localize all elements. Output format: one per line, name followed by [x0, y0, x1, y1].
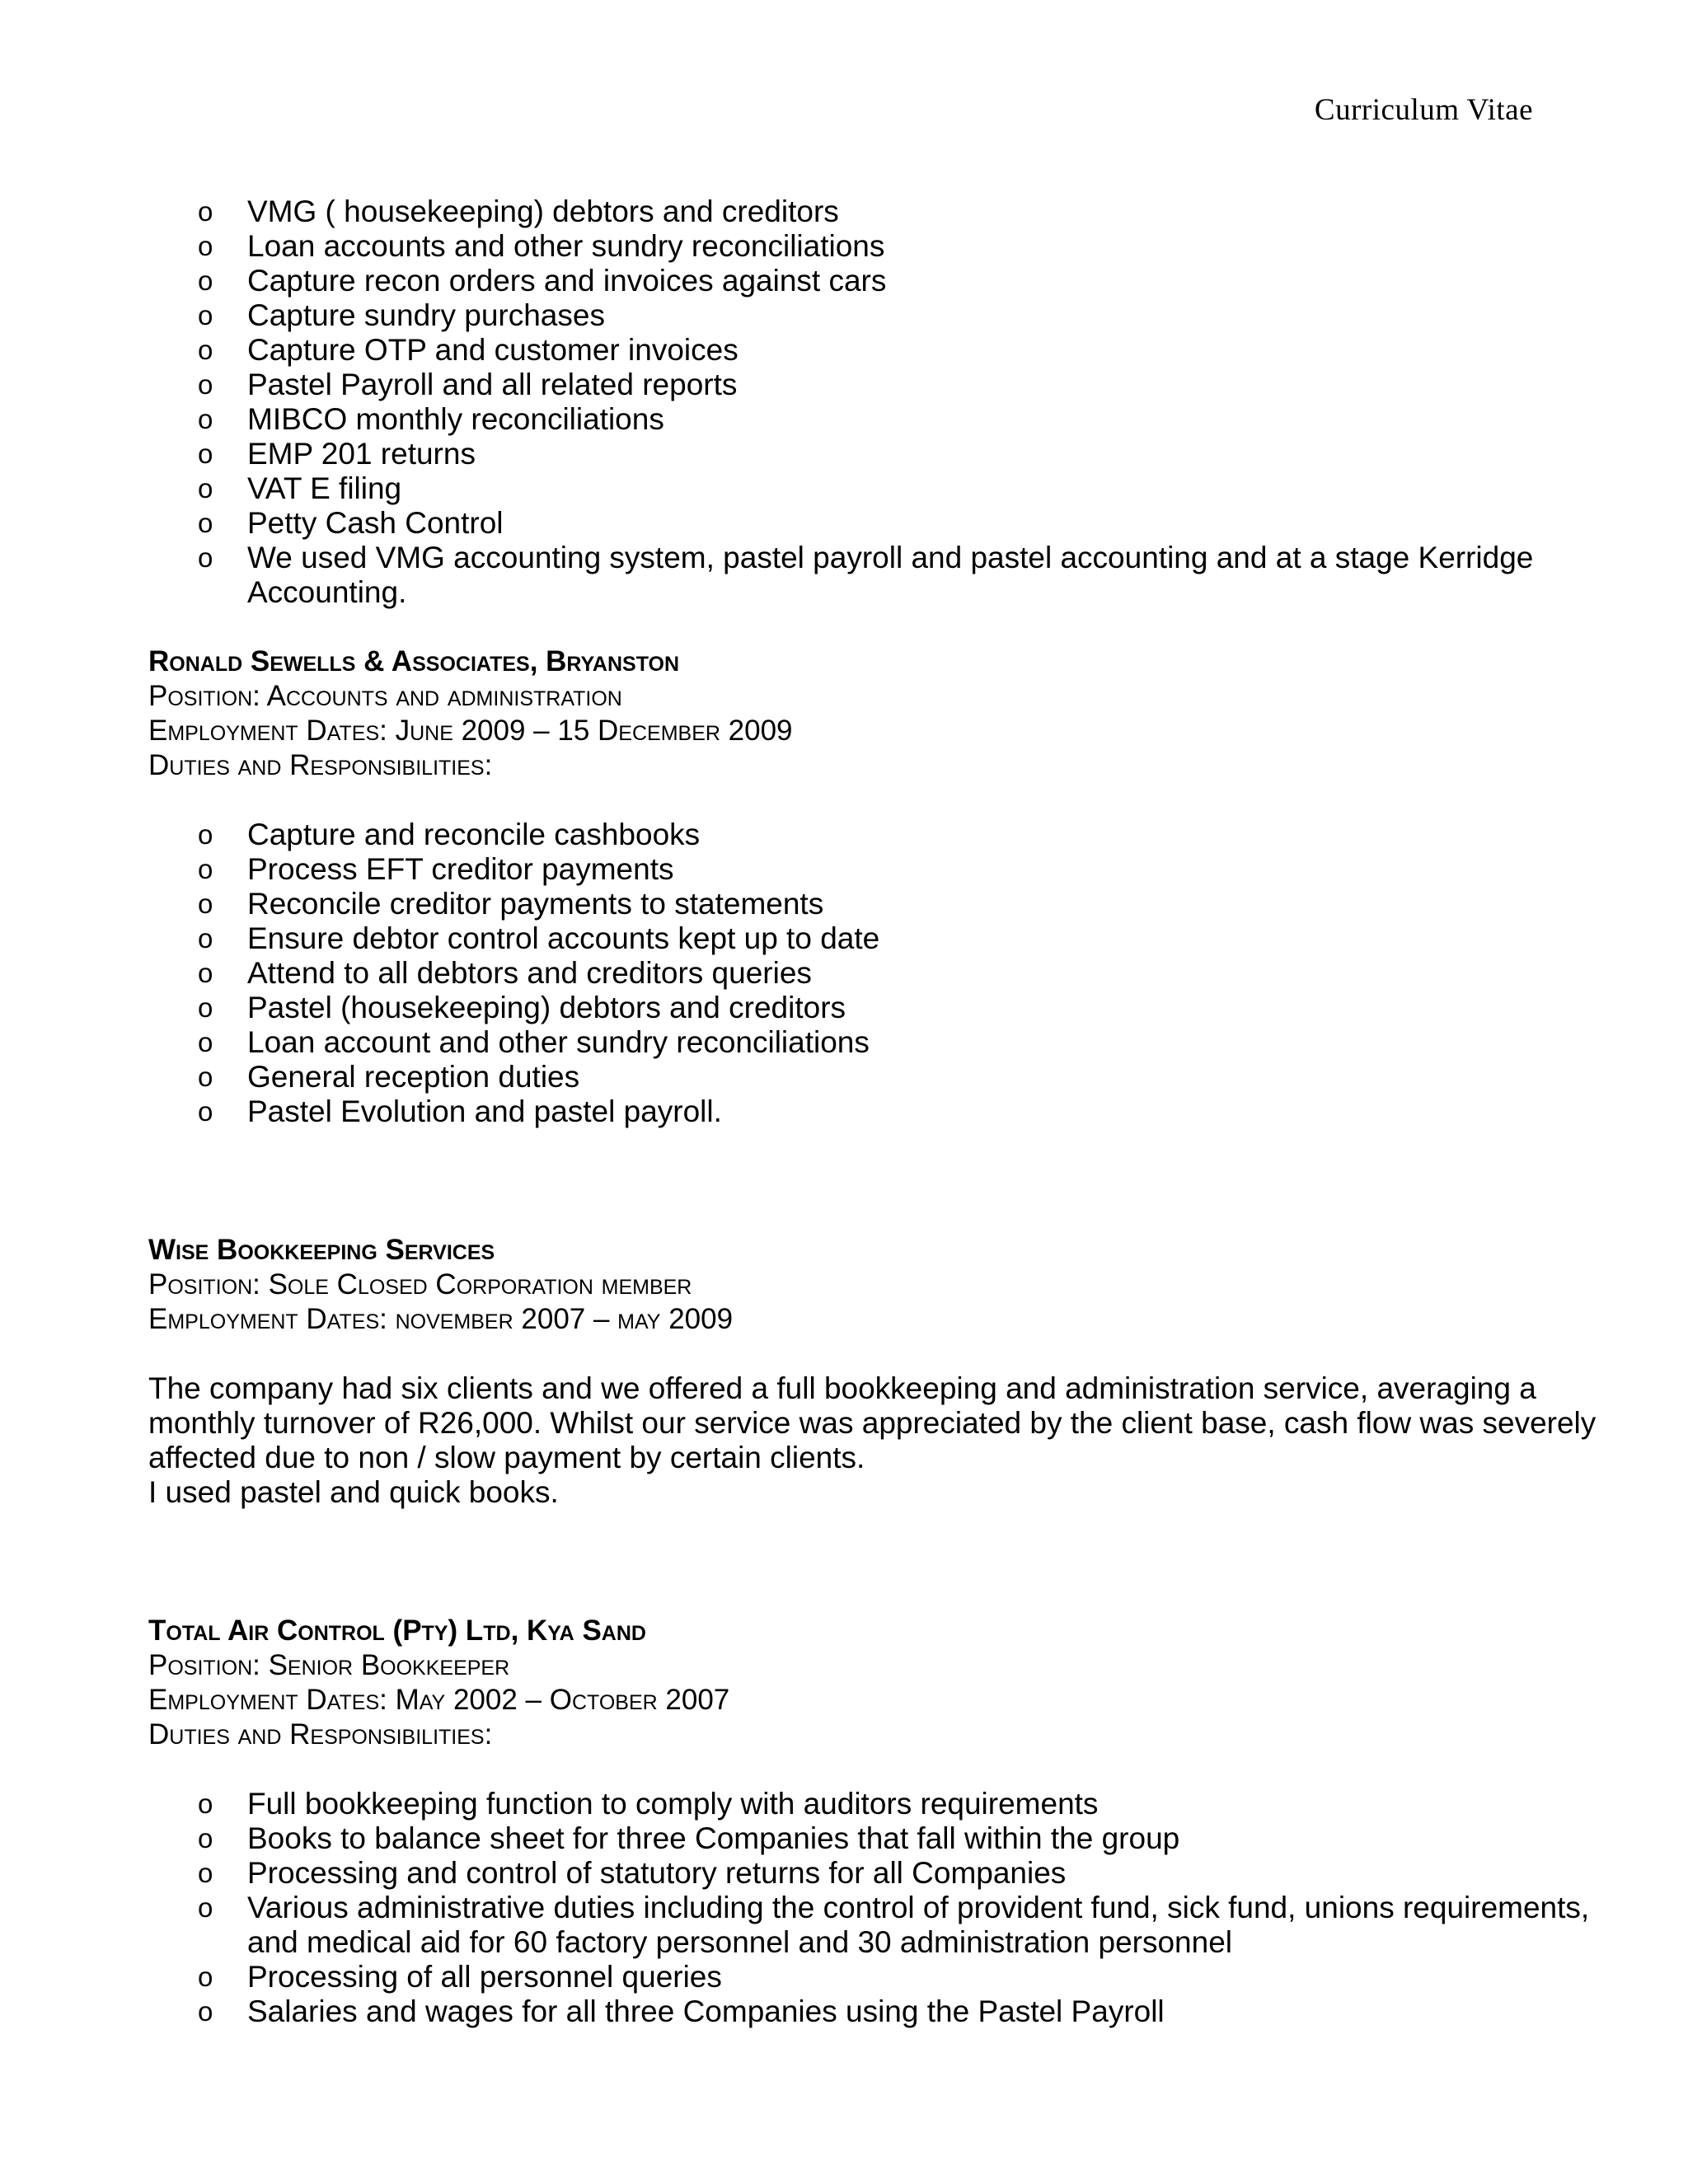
list-item — [148, 541, 1599, 610]
cv-content — [148, 194, 1599, 2029]
bullet-icon: o — [198, 369, 213, 400]
page-header-title: Curriculum Vitae — [1314, 93, 1533, 127]
list-item — [148, 818, 1599, 852]
spacer — [148, 1129, 1599, 1198]
duties-heading: Duties and Responsibilities: — [148, 1718, 493, 1750]
description-paragraph-2: I used pastel and quick books. — [148, 1475, 559, 1509]
list-item — [148, 264, 1599, 298]
bullet-icon: o — [198, 819, 213, 850]
bullet-icon: o — [198, 1996, 213, 2027]
bullet-icon: o — [198, 1961, 213, 1992]
list-item-text: Petty Cash Control — [247, 506, 504, 540]
list-item — [148, 1060, 1599, 1094]
bullet-icon: o — [198, 473, 213, 504]
list-item-text: Pastel Payroll and all related reports — [247, 368, 738, 401]
list-item — [148, 852, 1599, 887]
bullet-icon: o — [198, 992, 213, 1023]
list-item-text: Capture OTP and customer invoices — [247, 333, 738, 367]
list-item — [148, 1025, 1599, 1060]
list-item — [148, 229, 1599, 264]
spacer — [148, 1510, 1599, 1579]
list-item — [148, 402, 1599, 437]
list-item — [148, 921, 1599, 956]
bullet-icon: o — [198, 958, 213, 988]
bullet-icon: o — [198, 231, 213, 261]
ronald-duties-list — [148, 818, 1599, 1129]
company-name: Total Air Control (Pty) Ltd, Kya Sand — [148, 1615, 646, 1647]
description-paragraph: The company had six clients and we offered a full bookkeeping and administration service, averaging a monthly turnover of R26,000. Whilst our service was appreciated by the client base, cash flow was severely affected due to non / slow payment by certain clients. — [148, 1371, 1597, 1474]
bullet-icon: o — [198, 1027, 213, 1057]
bullet-icon: o — [198, 335, 213, 365]
list-item-text: MIBCO monthly reconciliations — [247, 402, 664, 436]
list-item — [148, 887, 1599, 921]
total-air-duties-list — [148, 1787, 1599, 2029]
list-item-text: General reception duties — [247, 1060, 580, 1094]
bullet-icon: o — [198, 854, 213, 884]
employment-dates: Employment Dates: november 2007 – may 2009 — [148, 1303, 734, 1335]
list-item — [148, 956, 1599, 991]
list-item — [148, 1094, 1599, 1129]
duties-heading: Duties and Responsibilities: — [148, 749, 493, 781]
list-item — [148, 471, 1599, 506]
list-item-text: Capture and reconcile cashbooks — [247, 818, 701, 851]
list-item-text: We used VMG accounting system, pastel payroll and pastel accounting and at a stage Kerridge Accounting. — [247, 541, 1534, 609]
company-name: Wise Bookkeeping Services — [148, 1234, 495, 1266]
list-item — [148, 1856, 1599, 1891]
position-line: Position: Accounts and administration — [148, 680, 622, 712]
bullet-icon: o — [198, 1823, 213, 1854]
spacer — [148, 1752, 1599, 1787]
list-item — [148, 194, 1599, 229]
bullet-icon: o — [198, 508, 213, 538]
list-item-text: Capture recon orders and invoices against cars — [247, 264, 887, 298]
list-item-text: Salaries and wages for all three Companies using the Pastel Payroll — [247, 1994, 1165, 2028]
spacer — [148, 783, 1599, 818]
list-item — [148, 368, 1599, 402]
spacer — [148, 1337, 1599, 1371]
list-item-text: Pastel Evolution and pastel payroll. — [247, 1094, 722, 1128]
list-item — [148, 506, 1599, 541]
bullet-icon: o — [198, 1096, 213, 1127]
list-item-text: EMP 201 returns — [247, 437, 476, 471]
bullet-icon: o — [198, 265, 213, 296]
employment-dates: Employment Dates: June 2009 – 15 December 2009 — [148, 715, 793, 747]
list-item-text: Reconcile creditor payments to statements — [247, 887, 824, 921]
list-item-text: Loan accounts and other sundry reconciliations — [247, 229, 885, 263]
list-item — [148, 1960, 1599, 1994]
bullet-icon: o — [198, 1062, 213, 1092]
bullet-icon: o — [198, 542, 213, 573]
list-item-text: Process EFT creditor payments — [247, 852, 674, 886]
position-line: Position: Sole Closed Corporation member — [148, 1268, 692, 1301]
list-item-text: Books to balance sheet for three Companies that fall within the group — [247, 1821, 1180, 1855]
bullet-icon: o — [198, 1858, 213, 1888]
total-air-control-section — [148, 1614, 1599, 2029]
list-item — [148, 1994, 1599, 2029]
list-item — [148, 991, 1599, 1025]
list-item-text: Ensure debtor control accounts kept up to date — [247, 921, 880, 955]
bullet-icon: o — [198, 923, 213, 954]
list-item-text: Various administrative duties including the control of provident fund, sick fund, unions requirements, and medical aid for 60 factory personnel and 30 administration personnel — [247, 1891, 1590, 1959]
bullet-icon: o — [198, 404, 213, 434]
vmg-duties-list — [148, 194, 1599, 610]
list-item-text: Attend to all debtors and creditors queries — [247, 956, 812, 990]
list-item — [148, 1891, 1599, 1960]
bullet-icon: o — [198, 1892, 213, 1923]
list-item-text: VMG ( housekeeping) debtors and creditors — [247, 194, 839, 228]
list-item-text: Pastel (housekeeping) debtors and creditors — [247, 991, 846, 1024]
bullet-icon: o — [198, 438, 213, 469]
wise-bookkeeping-section — [148, 1233, 1599, 1510]
list-item-text: VAT E filing — [247, 471, 402, 505]
list-item-text: Processing and control of statutory returns for all Companies — [247, 1856, 1067, 1890]
list-item — [148, 333, 1599, 368]
list-item — [148, 298, 1599, 333]
bullet-icon: o — [198, 196, 213, 227]
position-line: Position: Senior Bookkeeper — [148, 1649, 510, 1681]
list-item-text: Loan account and other sundry reconciliations — [247, 1025, 870, 1059]
list-item — [148, 1787, 1599, 1821]
bullet-icon: o — [198, 1788, 213, 1819]
bullet-icon: o — [198, 300, 213, 330]
ronald-sewells-section — [148, 644, 1599, 1129]
list-item-text: Capture sundry purchases — [247, 298, 605, 332]
bullet-icon: o — [198, 888, 213, 919]
employment-dates: Employment Dates: May 2002 – October 2007 — [148, 1684, 730, 1716]
list-item — [148, 1821, 1599, 1856]
list-item — [148, 437, 1599, 471]
company-name: Ronald Sewells & Associates, Bryanston — [148, 645, 680, 677]
list-item-text: Full bookkeeping function to comply with auditors requirements — [247, 1787, 1099, 1821]
list-item-text: Processing of all personnel queries — [247, 1960, 722, 1994]
